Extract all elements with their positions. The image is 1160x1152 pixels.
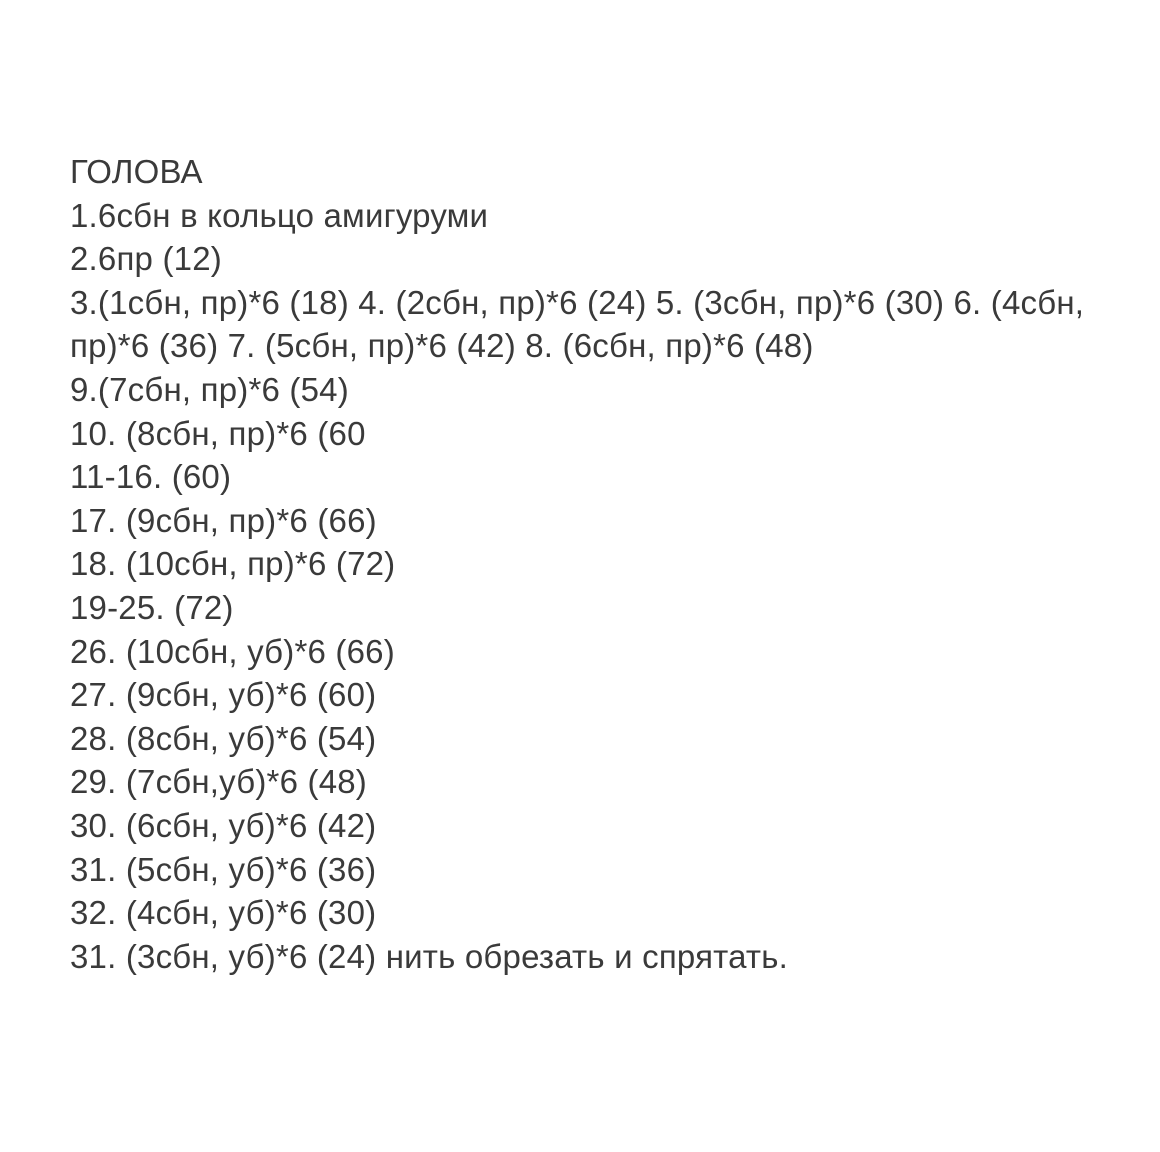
row-1: 1.6сбн в кольцо амигуруми xyxy=(70,196,489,234)
section-title: ГОЛОВА xyxy=(70,153,203,190)
row-29: 29. (7сбн,уб)*6 (48) xyxy=(70,763,367,801)
row-10: 10. (8сбн, пр)*6 (60 xyxy=(70,414,366,452)
row-9: 9.(7сбн, пр)*6 (54) xyxy=(70,370,349,408)
row-final: 31. (3сбн, уб)*6 (24) нить обрезать и спрятать. xyxy=(70,937,788,975)
row-31: 31. (5сбн, уб)*6 (36) xyxy=(70,850,377,888)
row-18: 18. (10сбн, пр)*6 (72) xyxy=(70,545,396,583)
row-2: 2.6пр (12) xyxy=(70,240,222,278)
row-30: 30. (6сбн, уб)*6 (42) xyxy=(70,806,377,844)
row-19-25: 19-25. (72) xyxy=(70,588,234,626)
pattern-document xyxy=(70,150,1130,978)
row-28: 28. (8сбн, уб)*6 (54) xyxy=(70,719,377,757)
row-17: 17. (9сбн, пр)*6 (66) xyxy=(70,501,377,539)
row-32: 32. (4сбн, уб)*6 (30) xyxy=(70,894,377,932)
row-11-16: 11-16. (60) xyxy=(70,458,232,496)
row-27: 27. (9сбн, уб)*6 (60) xyxy=(70,676,377,714)
row-26: 26. (10сбн, уб)*6 (66) xyxy=(70,632,395,670)
row-3-to-8: 3.(1сбн, пр)*6 (18) 4. (2сбн, пр)*6 (24) 5. (3сбн, пр)*6 (30) 6. (4сбн, пр)*6 (36) 7. (5сбн, пр)*6 (42) 8. (6сбн, пр)*6 (48) xyxy=(70,283,1085,365)
